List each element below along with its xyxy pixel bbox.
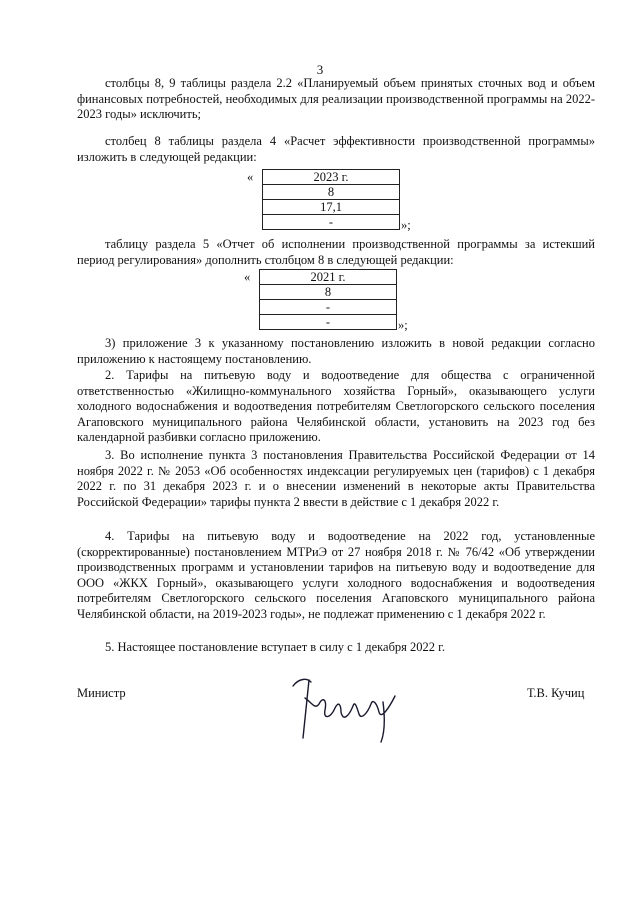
table-cell: 2023 г.	[263, 170, 400, 185]
table-cell: -	[260, 300, 397, 315]
paragraph-tariffs-2022: 4. Тарифы на питьевую воду и водоотведение на 2022 год, установленные (скорректированные) постановлением МТРиЭ от 27 ноября 2018 г. № 76/42 «Об утверждении производственных программ и установлении тарифов на питьевую воду и водоотведение для ООО «ЖКХ Горный», оказывающего услуги холодного водоснабжения и водоотведения потребителям Светлогорского сельского поселения Агаповского муниципального района Челябинской области, на 2019-2023 годы», не подлежат применению с 1 декабря 2022 г.	[77, 529, 595, 621]
paragraph-section5-table: таблицу раздела 5 «Отчет об исполнении производственной программы за истекший период регулирования» дополнить столбцом 8 в следующей редакции:	[77, 237, 595, 267]
signatory-position: Министр	[77, 686, 126, 700]
table-row	[260, 315, 397, 330]
table-cell: 2021 г.	[260, 270, 397, 285]
handwritten-signature	[285, 668, 420, 748]
table-cell: -	[260, 315, 397, 330]
signatory-name: Т.В. Кучиц	[527, 686, 585, 700]
page-number: 3	[316, 62, 324, 77]
table-row	[260, 300, 397, 315]
table-row	[260, 285, 397, 300]
table-cell: 8	[260, 285, 397, 300]
table-cell: 17,1	[263, 200, 400, 215]
table-cell: 8	[263, 185, 400, 200]
paragraph-appendix3: 3) приложение 3 к указанному постановлению изложить в новой редакции согласно приложению к настоящему постановлению.	[77, 336, 595, 366]
table-cell: -	[263, 215, 400, 230]
report-table	[259, 269, 397, 330]
paragraph-tariffs-2023: 2. Тарифы на питьевую воду и водоотведение для общества с ограниченной ответственностью «Жилищно-коммунального хозяйства Горный», оказывающего услуги холодного водоснабжения и водоотведения потребителям Светлогорского сельского поселения Агаповского муниципального района Челябинской области, установить на 2023 год без календарной разбивки согласно приложению.	[77, 368, 595, 445]
paragraph-government-decree: 3. Во исполнение пункта 3 постановления Правительства Российской Федерации от 14 ноября 2022 г. № 2053 «Об особенностях индексации регулируемых цен (тарифов) с 1 декабря 2022 г. по 31 декабря 2023 г. и о внесении изменений в некоторые акты Правительства Российской Федерации» тарифы пункта 2 ввести в действие с 1 декабря 2022 г.	[77, 448, 595, 509]
table-row	[260, 270, 397, 285]
table1-open-quote: «	[247, 170, 254, 184]
table-row	[263, 185, 400, 200]
efficiency-table	[262, 169, 400, 230]
table2-open-quote: «	[244, 270, 251, 284]
table-row	[263, 170, 400, 185]
paragraph-effective-date: 5. Настоящее постановление вступает в силу с 1 декабря 2022 г.	[105, 640, 446, 654]
paragraph-columns-removed: столбцы 8, 9 таблицы раздела 2.2 «Планируемый объем принятых сточных вод и объем финансовых потребностей, необходимых для реализации производственной программы на 2022-2023 годы» исключить;	[77, 76, 595, 122]
table-row	[263, 200, 400, 215]
table2-close-quote: »;	[398, 318, 408, 332]
table-row	[263, 215, 400, 230]
paragraph-section4-column: столбец 8 таблицы раздела 4 «Расчет эффективности производственной программы» изложить в следующей редакции:	[77, 134, 595, 164]
table1-close-quote: »;	[401, 218, 411, 232]
